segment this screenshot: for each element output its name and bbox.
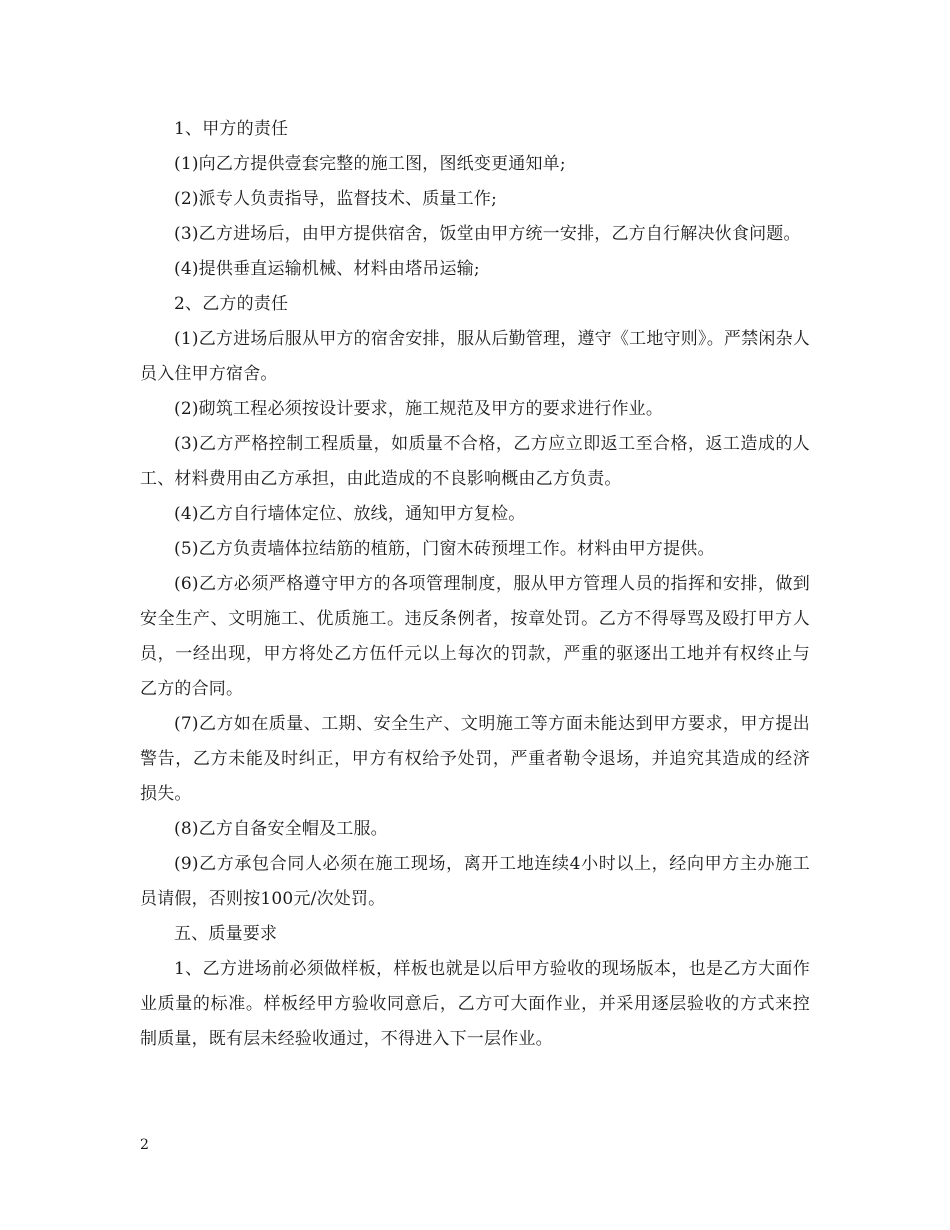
heading-quality-requirements: 五、质量要求	[174, 924, 278, 944]
clause-a-3: (3)乙方进场后，由甲方提供宿舍，饭堂由甲方统一安排，乙方自行解决伙食问题。	[174, 224, 801, 244]
heading-party-b-responsibility: 2、乙方的责任	[174, 294, 289, 314]
clause-quality-1: 1、乙方进场前必须做样板，样板也就是以后甲方验收的现场版本，也是乙方大面作业质量的标准。样板经甲方验收同意后，乙方可大面作业，并采用逐层验收的方式来控制质量，既有层未经验收通过，不得进入下一层作业。	[140, 959, 810, 1049]
clause-a-1: (1)向乙方提供壹套完整的施工图，图纸变更通知单;	[174, 154, 566, 174]
clause-b-3: (3)乙方严格控制工程质量，如质量不合格，乙方应立即返工至合格，返工造成的人工、材料费用由乙方承担，由此造成的不良影响概由乙方负责。	[140, 434, 810, 489]
heading-party-a-responsibility: 1、甲方的责任	[174, 119, 289, 139]
clause-a-4: (4)提供垂直运输机械、材料由塔吊运输;	[174, 259, 480, 279]
document-body	[140, 112, 810, 1057]
clause-b-1: (1)乙方进场后服从甲方的宿舍安排，服从后勤管理，遵守《工地守则》。严禁闲杂人员入住甲方宿舍。	[140, 329, 810, 384]
clause-b-9: (9)乙方承包合同人必须在施工现场，离开工地连续4小时以上，经向甲方主办施工员请假，否则按100元/次处罚。	[140, 854, 810, 909]
page-number: 2	[140, 1137, 149, 1153]
clause-a-2: (2)派专人负责指导，监督技术、质量工作;	[174, 189, 498, 209]
clause-b-8: (8)乙方自备安全帽及工服。	[174, 819, 388, 839]
clause-b-2: (2)砌筑工程必须按设计要求，施工规范及甲方的要求进行作业。	[174, 399, 664, 419]
clause-b-4: (4)乙方自行墙体定位、放线，通知甲方复检。	[174, 504, 526, 524]
clause-b-5: (5)乙方负责墙体拉结筋的植筋，门窗木砖预埋工作。材料由甲方提供。	[174, 539, 715, 559]
clause-b-7: (7)乙方如在质量、工期、安全生产、文明施工等方面未能达到甲方要求，甲方提出警告，乙方未能及时纠正，甲方有权给予处罚，严重者勒令退场，并追究其造成的经济损失。	[140, 714, 810, 804]
clause-b-6: (6)乙方必须严格遵守甲方的各项管理制度，服从甲方管理人员的指挥和安排，做到安全生产、文明施工、优质施工。违反条例者，按章处罚。乙方不得辱骂及殴打甲方人员，一经出现，甲方将处乙方伍仟元以上每次的罚款，严重的驱逐出工地并有权终止与乙方的合同。	[140, 574, 810, 699]
